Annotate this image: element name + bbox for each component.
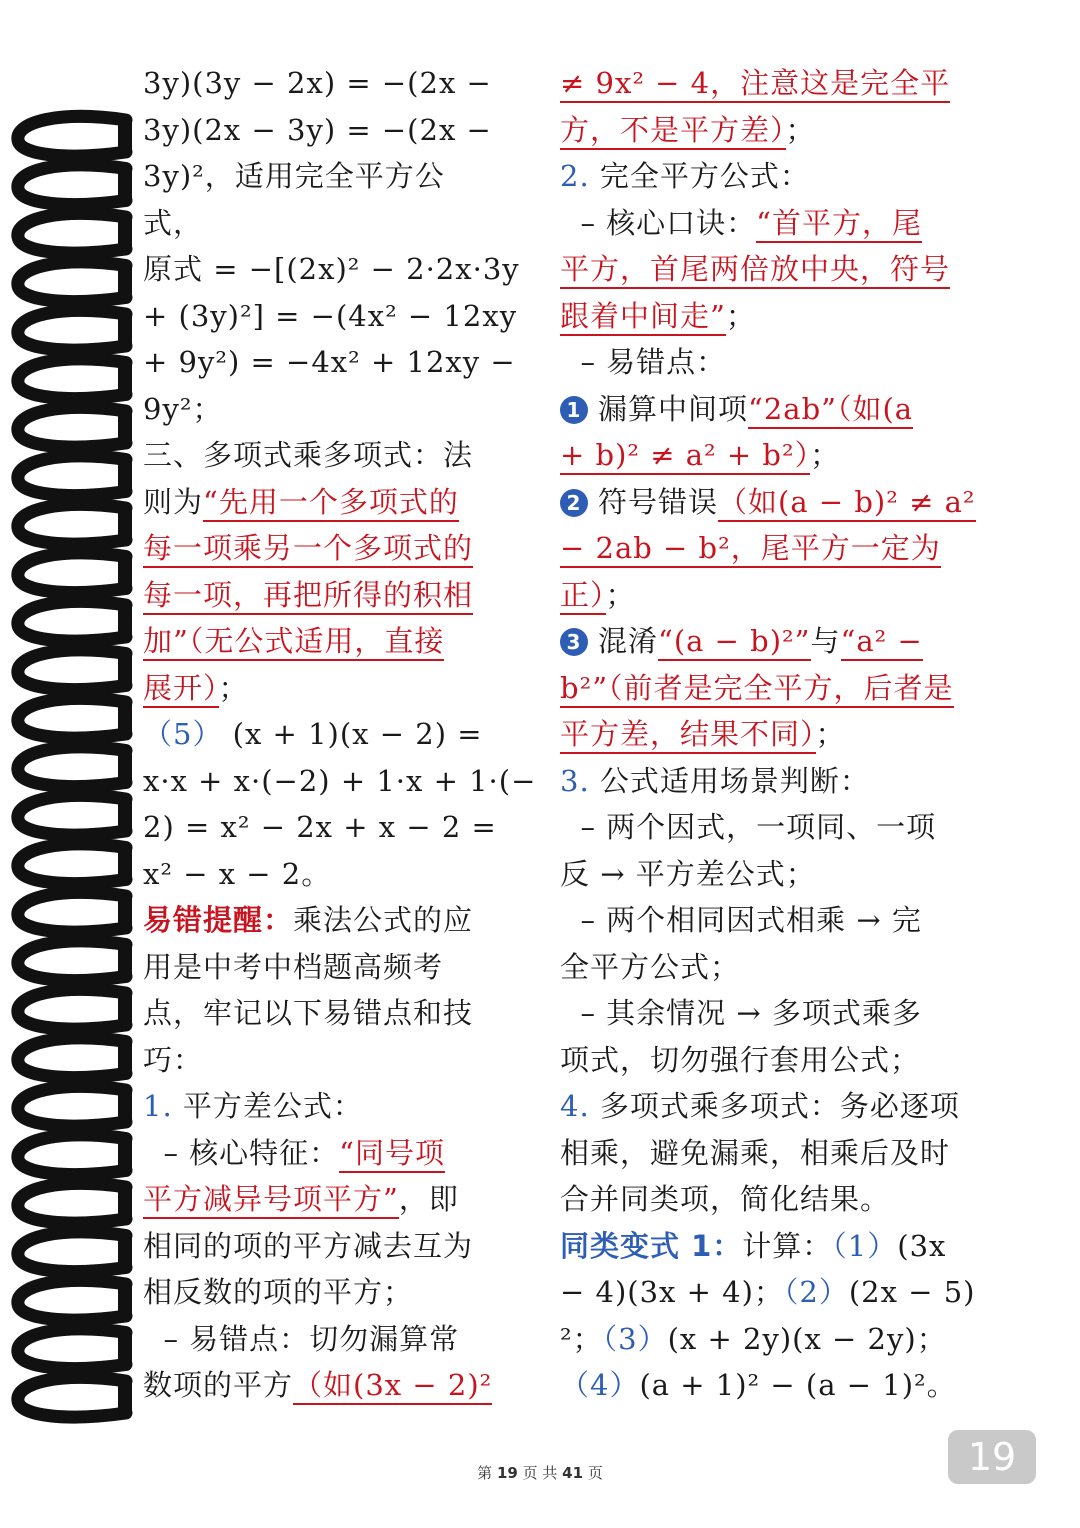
text-line: 全平方公式； (560, 949, 741, 984)
text: – 核心特征： (163, 1135, 340, 1170)
spiral-coil (18, 650, 126, 690)
binding-hole (118, 409, 132, 443)
page-number-badge: 19 (948, 1430, 1036, 1484)
footer-prefix: 第 (477, 1464, 493, 1482)
binding-hole (118, 991, 132, 1025)
text-line (560, 60, 1010, 107)
spiral-coil (18, 504, 126, 544)
highlight-rule: （如(3x − 2)² (293, 1368, 492, 1405)
text: ； (725, 298, 756, 333)
binding-hole (118, 215, 132, 249)
spiral-coil (18, 698, 126, 738)
text-line (143, 1176, 521, 1223)
binding-hole (118, 458, 132, 492)
text: (x + 2y)(x − 2y)； (667, 1321, 947, 1356)
text: ； (218, 670, 249, 705)
text-line (560, 572, 1010, 619)
list-number: 4. (560, 1089, 590, 1123)
text-line (143, 1316, 521, 1363)
exercise-heading (560, 1223, 1010, 1270)
circled-number-icon: 3 (560, 628, 588, 656)
highlight-rule: “2ab”（如(a (748, 392, 913, 429)
spiral-coil (18, 1135, 126, 1175)
text-line: 点，牢记以下易错点和技 (143, 996, 474, 1030)
text-line: 3y)(2x − 3y) = −(2x − (143, 112, 492, 147)
list-item-heading (560, 1083, 1010, 1130)
text: (2x − 5) (848, 1275, 976, 1309)
spiral-coil (18, 795, 126, 835)
text-line: 3y)²，适用完全平方公 (143, 159, 445, 193)
footer-total-pages: 41 (562, 1464, 584, 1482)
text: ； (815, 717, 846, 751)
spiral-coil (18, 747, 126, 787)
spiral-coil (18, 844, 126, 884)
text-line: 反 → 平方差公式； (560, 856, 816, 891)
spiral-coil (18, 359, 126, 399)
footer-suffix: 页 (587, 1464, 603, 1482)
spiral-coil (18, 1183, 126, 1223)
spiral-coil (18, 989, 126, 1029)
highlight-rule: “(a − b)²” (658, 624, 811, 661)
binding-hole (118, 943, 132, 977)
text-line: 3y)(3y − 2x) = −(2x − (143, 66, 492, 100)
text-line (560, 339, 1010, 386)
text: ； (605, 577, 636, 612)
text: 多项式乘多项式：务必逐项 (599, 1089, 960, 1123)
text-line (143, 1130, 521, 1177)
list-number: 3. (560, 763, 590, 798)
highlight-rule: − 2ab − b²，尾平方一定为 (560, 531, 941, 568)
example-line (143, 711, 521, 758)
exercise-number: （2） (783, 1275, 849, 1309)
highlight-rule: 每一项，再把所得的积相 (143, 578, 473, 615)
binding-hole (118, 749, 132, 783)
text: 漏算中间项 (598, 391, 749, 426)
binding-hole (118, 894, 132, 928)
binding-hole (118, 312, 132, 346)
list-number: 2. (560, 159, 590, 193)
text-line: + (3y)²] = −(4x² − 12xy (143, 298, 518, 333)
text-line: 相乘，避免漏乘，相乘后及时 (560, 1135, 951, 1170)
spiral-coil (18, 1280, 126, 1320)
text-line (143, 572, 521, 619)
exercise-label: 同类变式 1： (560, 1228, 743, 1263)
text: ，即 (398, 1182, 459, 1216)
text-line: 2) = x² − 2x + x − 2 = (143, 810, 497, 844)
highlight-rule: “先用一个多项式的 (203, 485, 459, 522)
highlight-rule: 加”（无公式适用，直接 (143, 624, 444, 661)
binding-hole (118, 264, 132, 298)
text: ²； (560, 1321, 603, 1356)
spiral-coil (18, 1086, 126, 1126)
binding-hole (118, 1088, 132, 1122)
list-item-heading (560, 153, 1010, 200)
list-item-heading (560, 758, 1010, 805)
spiral-coil (18, 116, 126, 156)
binding-hole (118, 118, 132, 152)
text-line (560, 386, 1010, 433)
text-line (560, 200, 1010, 247)
highlight-rule: “a² − (841, 624, 923, 661)
footer-middle: 页 共 (522, 1464, 558, 1482)
text-line (143, 618, 521, 665)
text: 符号错误 (598, 484, 719, 519)
binding-hole (118, 652, 132, 686)
text-line (143, 665, 521, 712)
right-column (560, 60, 1010, 1409)
text-line (560, 1362, 1010, 1409)
text-line (560, 1316, 1010, 1363)
text: 平方差公式： (182, 1089, 363, 1123)
text: 完全平方公式： (599, 159, 810, 193)
binding-hole (118, 603, 132, 637)
binding-hole (118, 361, 132, 395)
text: 计算： (742, 1228, 833, 1263)
text-line: 合并同类项，简化结果。 (560, 1182, 891, 1216)
text: – 易错点： (580, 345, 727, 379)
spiral-coil (18, 892, 126, 932)
text-line: x² − x − 2。 (143, 856, 332, 891)
text-line (143, 479, 521, 526)
text-line (560, 479, 1010, 526)
highlight-rule: 平方差，结果不同） (560, 717, 816, 754)
highlight-rule: ≠ 9x² − 4，注意这是完全平 (560, 66, 950, 103)
highlight-rule: “同号项 (339, 1136, 445, 1173)
spiral-coil (18, 213, 126, 253)
highlight-rule: “首平方，尾 (756, 206, 922, 243)
spiral-coil (18, 1038, 126, 1078)
text: 数项的平方 (143, 1368, 294, 1402)
highlight-rule: b²”（前者是完全平方，后者是 (560, 671, 954, 708)
spiral-coil (18, 1329, 126, 1369)
text-line (560, 293, 1010, 340)
text: − 4)(3x + 4)； (560, 1275, 784, 1309)
tip-heading (143, 897, 521, 944)
text-line (560, 990, 1010, 1037)
highlight-rule: 平方，首尾两倍放中央，符号 (560, 252, 950, 289)
text-line (560, 897, 1010, 944)
spiral-coil (18, 1232, 126, 1272)
text: – 核心口诀： (580, 205, 757, 240)
text: 则为 (143, 484, 204, 519)
spiral-coil (18, 941, 126, 981)
tip-label: 易错提醒： (143, 903, 294, 937)
binding-hole (118, 846, 132, 880)
binding-hole (118, 797, 132, 831)
spiral-coil (18, 262, 126, 302)
binding-hole (118, 1185, 132, 1219)
text-line: 原式 = −[(2x)² − 2·2x·3y (143, 252, 520, 286)
text: ； (785, 112, 816, 147)
text-line: 9y²； (143, 391, 223, 426)
circled-number-icon: 2 (560, 489, 588, 517)
text-line (560, 432, 1010, 479)
binding-hole (118, 1234, 132, 1268)
highlight-rule: 方，不是平方差） (560, 113, 786, 150)
text-line: 项式，切勿强行套用公式； (560, 1042, 921, 1077)
highlight-rule: + b)² ≠ a² + b²） (560, 438, 810, 475)
spiral-coil (18, 456, 126, 496)
text-line (143, 525, 521, 572)
page-footer (0, 1462, 1080, 1483)
spiral-coil (18, 165, 126, 205)
highlight-rule: （如(a − b)² ≠ a² (718, 485, 976, 522)
text-line (560, 1269, 1010, 1316)
spiral-coil (18, 601, 126, 641)
circled-number-icon: 1 (560, 396, 588, 424)
section-heading: 三、多项式乘多项式：法 (143, 438, 474, 472)
spiral-coil (18, 407, 126, 447)
highlight-rule: 展开） (143, 671, 219, 708)
spiral-coil (18, 1377, 126, 1417)
text-line (560, 618, 1010, 665)
highlight-rule: 平方减异号项平方” (143, 1182, 399, 1219)
text-line (143, 1362, 521, 1409)
text: 与 (810, 624, 841, 658)
binding-hole (118, 1331, 132, 1365)
highlight-rule: 正） (560, 578, 606, 615)
text: – 两个因式，一项同、一项 (580, 810, 937, 844)
spiral-coil (18, 310, 126, 350)
exercise-number: （1） (832, 1228, 898, 1263)
text: 乘法公式的应 (293, 903, 474, 937)
text: – 两个相同因式相乘 → 完 (580, 903, 922, 937)
binding-hole (118, 167, 132, 201)
text-line: 相反数的项的平方； (143, 1275, 414, 1309)
text: – 其余情况 → 多项式乘多 (580, 996, 922, 1030)
exercise-number: （3） (602, 1321, 668, 1356)
example-number: （5） (143, 717, 223, 751)
binding-hole (118, 555, 132, 589)
text-line: 式， (143, 205, 204, 240)
binding-hole (118, 1379, 132, 1413)
text-line: 相同的项的平方减去互为 (143, 1228, 474, 1263)
text-line: + 9y²) = −4x² + 12xy − (143, 345, 516, 379)
spiral-coil (18, 553, 126, 593)
text-line (560, 804, 1010, 851)
text-line (560, 711, 1010, 758)
highlight-rule: 跟着中间走” (560, 299, 726, 336)
text: 公式适用场景判断： (599, 763, 870, 798)
text: (a + 1)² − (a − 1)²。 (639, 1368, 957, 1402)
binding-hole (118, 700, 132, 734)
footer-current-page: 19 (496, 1464, 518, 1482)
list-number: 1. (143, 1089, 173, 1123)
text-line: 巧： (143, 1042, 204, 1077)
text-line: x·x + x·(−2) + 1·x + 1·(− (143, 763, 537, 798)
binding-hole (118, 506, 132, 540)
binding-hole (118, 1282, 132, 1316)
text: – 易错点：切勿漏算常 (163, 1321, 460, 1356)
exercise-number: （4） (560, 1368, 640, 1402)
text: 混淆 (598, 624, 659, 658)
list-item-heading (143, 1083, 521, 1130)
left-column (143, 60, 537, 1409)
text-line: 用是中考中档题高频考 (143, 949, 444, 984)
text-line (560, 246, 1010, 293)
text-line (560, 107, 1010, 154)
text: (3x (897, 1228, 947, 1263)
text-line (560, 525, 1010, 572)
spiral-binding (0, 40, 140, 1480)
text-line (560, 665, 1010, 712)
binding-hole (118, 1137, 132, 1171)
text: (x + 1)(x − 2) = (232, 717, 483, 751)
text: ； (810, 438, 841, 472)
binding-hole (118, 1040, 132, 1074)
highlight-rule: 每一项乘另一个多项式的 (143, 531, 473, 568)
